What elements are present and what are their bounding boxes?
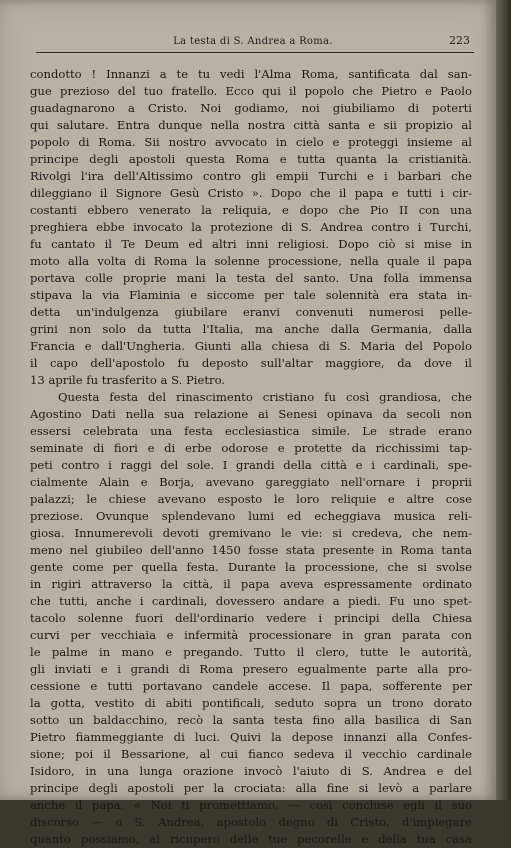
text-line: Francia e dall'Ungheria. Giunti alla chiesa di S. Maria del Popolo bbox=[30, 339, 472, 353]
text-line: principe degli apostoli per la crociata: alla fine si levò a parlare bbox=[30, 781, 472, 795]
text-line: tacolo solenne fuori dell'ordinario vedere i principi della Chiesa bbox=[30, 611, 472, 625]
text-line: detta un'indulgenza giubilare eranvi convenuti numerosi pelle- bbox=[30, 305, 472, 319]
text-line: gue prezioso del tuo fratello. Ecco qui il popolo che Pietro e Paolo bbox=[30, 84, 472, 98]
text-line: essersi celebrata una festa ecclesiastica simile. Le strade erano bbox=[30, 424, 472, 438]
text-line: il capo dell'apostolo fu deposto sull'altar maggiore, da dove il bbox=[30, 356, 472, 370]
text-line: Agostino Dati nella sua relazione ai Senesi opinava da secoli non bbox=[30, 407, 472, 421]
text-line: Pietro fiammeggiante di luci. Quivi la depose innanzi alla Confes- bbox=[30, 730, 472, 744]
text-line: condotto ! Innanzi a te tu vedi l'Alma Roma, santificata dal san- bbox=[30, 67, 472, 81]
text-line: preziose. Ovunque splendevano lumi ed echeggiava musica reli- bbox=[30, 509, 472, 523]
header-rule bbox=[36, 52, 474, 53]
text-line: sione; poi il Bessarione, al cui fianco sedeva il vecchio cardinale bbox=[30, 747, 472, 761]
text-line: in rigiri attraverso la città, il papa aveva espressamente ordinato bbox=[30, 577, 472, 591]
text-line: cialmente Alain e Borja, avevano gareggiato nell'ornare i proprii bbox=[30, 475, 472, 489]
text-line: cessione e tutti portavano candele accese. Il papa, sofferente per bbox=[30, 679, 472, 693]
text-line: guadagnarono a Cristo. Noi godiamo, noi giubiliamo di poterti bbox=[30, 101, 472, 115]
text-line: anche il papa. « Noi ti promettiamo, — così concluse egli il suo bbox=[30, 798, 472, 812]
text-line: gente come per quella festa. Durante la processione, che si svolse bbox=[30, 560, 472, 574]
text-line: qui salutare. Entra dunque nella nostra città santa e sii propizio al bbox=[30, 118, 472, 132]
text-line: Questa festa del rinascimento cristiano fu così grandiosa, che bbox=[58, 390, 472, 404]
text-line: gli inviati e i grandi di Roma presero egualmente parte alla pro- bbox=[30, 662, 472, 676]
text-line: discorso — o S. Andrea, apostolo degno di Cristo, d'impiegare bbox=[30, 815, 472, 829]
running-title: La testa di S. Andrea a Roma. bbox=[173, 36, 333, 47]
text-line: peti contro i raggi del sole. I grandi della città e i cardinali, spe- bbox=[30, 458, 472, 472]
text-line: popolo di Roma. Sii nostro avvocato in cielo e proteggi insieme al bbox=[30, 135, 472, 149]
text-line: portava colle proprie mani la testa del santo. Una folla immensa bbox=[30, 271, 472, 285]
text-line: Isidoro, in una lunga orazione invocò l'aiuto di S. Andrea e del bbox=[30, 764, 472, 778]
text-line: palazzi; le chiese avevano esposto le loro reliquie e altre cose bbox=[30, 492, 472, 506]
text-line: stipava la via Flaminia e siccome per tale solennità era stata in- bbox=[30, 288, 472, 302]
text-line: Rivolgi l'ira dell'Altissimo contro gli empii Turchi e i barbari che bbox=[30, 169, 472, 183]
text-line: seminate di fiori e di erbe odorose e protette da ricchissimi tap- bbox=[30, 441, 472, 455]
text-line: sotto un baldacchino, recò la santa testa fino alla basilica di San bbox=[30, 713, 472, 727]
body-text bbox=[30, 66, 472, 848]
text-line: dileggiano il Signore Gesù Cristo ». Dopo che il papa e tutti i cir- bbox=[30, 186, 472, 200]
text-line: grini non solo da tutta l'Italia, ma anche dalla Germania, dalla bbox=[30, 322, 472, 336]
text-line: che tutti, anche i cardinali, dovessero andare a piedi. Fu uno spet- bbox=[30, 594, 472, 608]
text-line: quanto possiamo, al ricupero delle tue pecorelle e della tua casa bbox=[30, 832, 472, 846]
text-line: preghiera ebbe invocato la protezione di S. Andrea contro i Turchi, bbox=[30, 220, 472, 234]
text-line: costanti ebbero venerato la reliquia, e dopo che Pio II con una bbox=[30, 203, 472, 217]
book-spine-shadow bbox=[496, 0, 511, 800]
text-line: moto alla volta di Roma la solenne processione, nella quale il papa bbox=[30, 254, 472, 268]
text-line: fu cantato il Te Deum ed altri inni religiosi. Dopo ciò si mise in bbox=[30, 237, 472, 251]
text-line: curvi per vecchiaia e infermità processionare in gran parata con bbox=[30, 628, 472, 642]
text-line: meno nel giubileo dell'anno 1450 fosse stata presente in Roma tanta bbox=[30, 543, 472, 557]
text-line: la gotta, vestito di abiti pontificali, seduto sopra un trono dorato bbox=[30, 696, 472, 710]
text-line: principe degli apostoli questa Roma e tutta quanta la cristianità. bbox=[30, 152, 472, 166]
text-line: le palme in mano e pregando. Tutto il clero, tutte le autorità, bbox=[30, 645, 472, 659]
text-line: giosa. Innumerevoli devoti gremivano le vie: si credeva, che nem- bbox=[30, 526, 472, 540]
text-line: 13 aprile fu trasferito a S. Pietro. bbox=[30, 373, 226, 387]
page-number: 223 bbox=[449, 34, 470, 47]
